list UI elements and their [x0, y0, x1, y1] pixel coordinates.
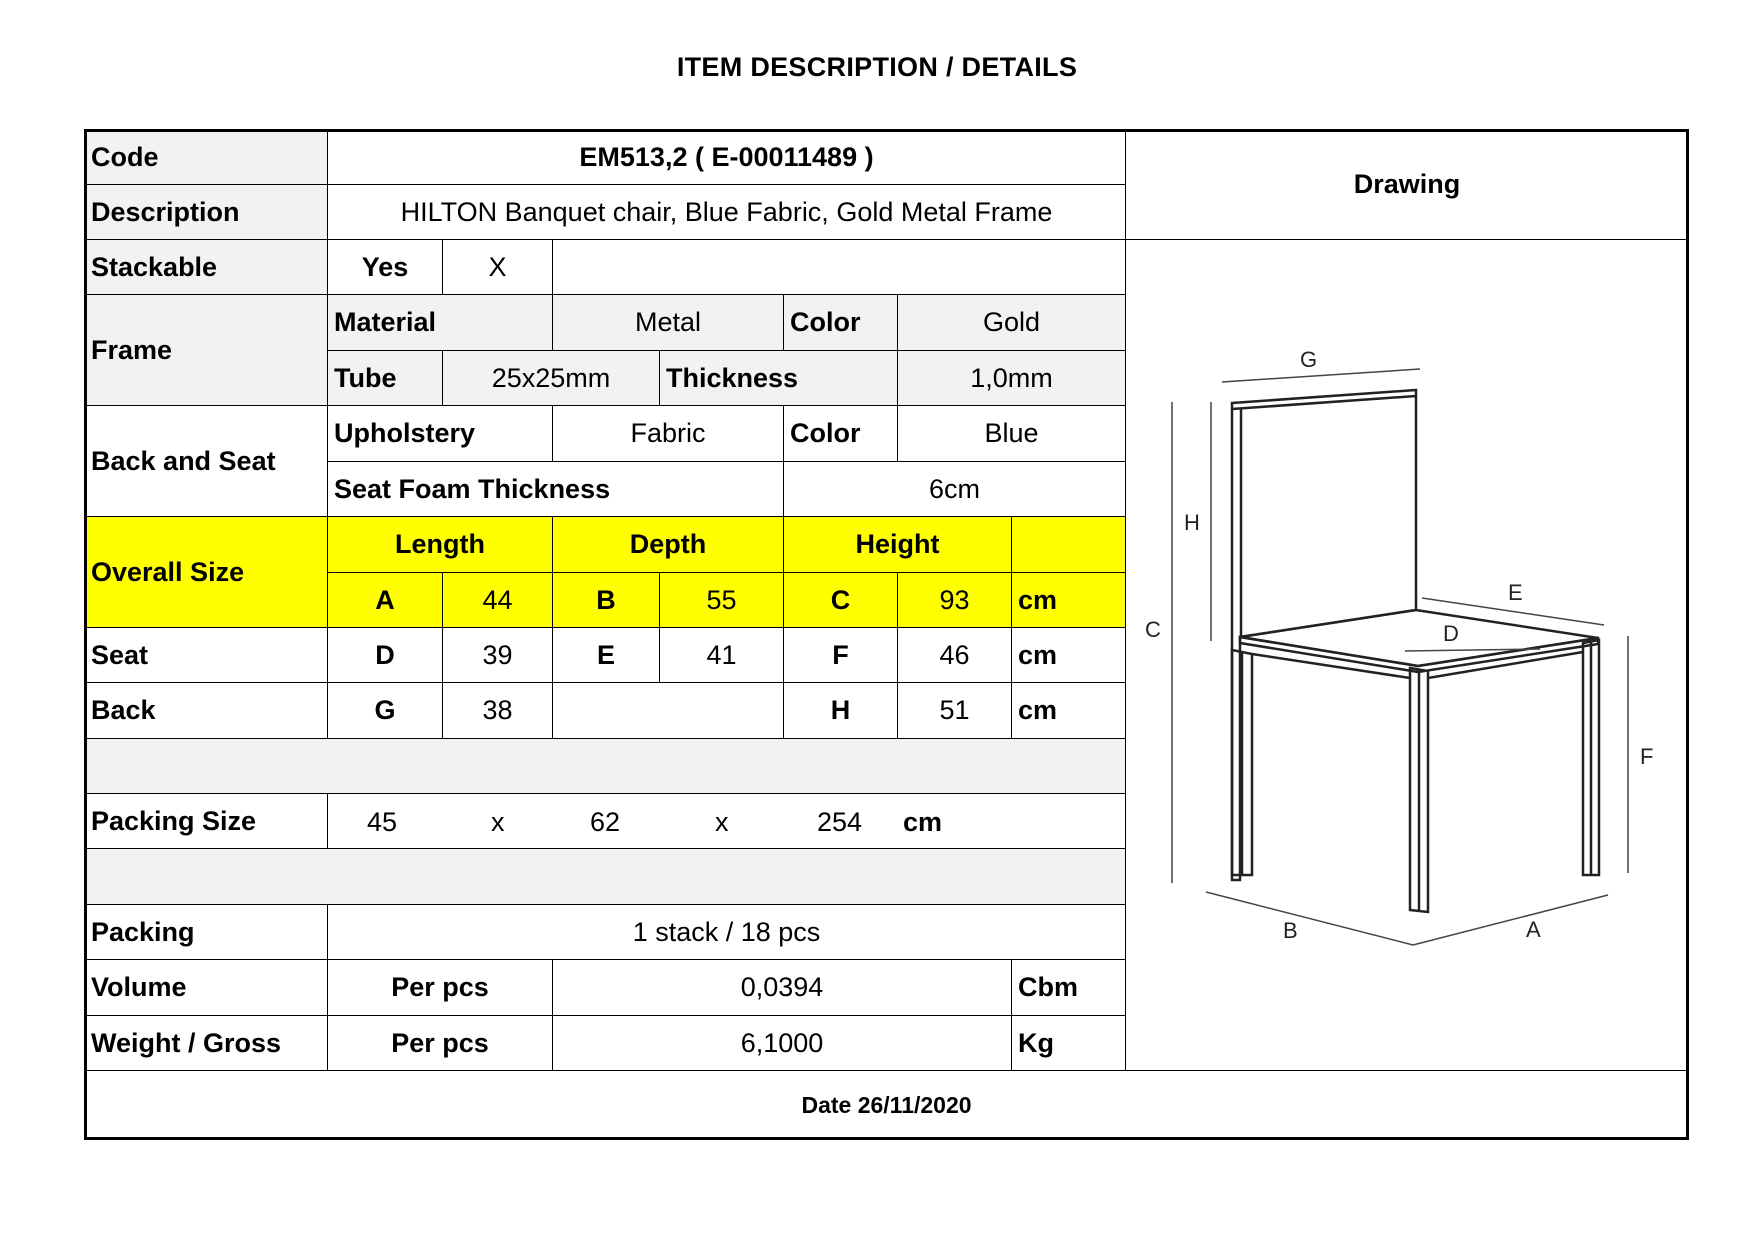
- packing-label: Packing: [84, 904, 328, 960]
- frame-material-label: Material: [327, 294, 553, 351]
- seat-color-label: Color: [783, 405, 898, 462]
- date-footer: Date 26/11/2020: [84, 1070, 1689, 1140]
- weight-label: Weight / Gross: [84, 1015, 328, 1071]
- volume-per: Per pcs: [327, 959, 553, 1016]
- height-header: Height: [783, 516, 1012, 573]
- dim-c-value: 93: [897, 572, 1012, 628]
- back-label: Back: [84, 682, 328, 739]
- dim-e-label: E: [552, 627, 660, 683]
- dim-e-value: 41: [659, 627, 784, 683]
- drawing-label-h: H: [1184, 510, 1200, 535]
- drawing-label-g: G: [1300, 347, 1318, 372]
- dim-f-label: F: [783, 627, 898, 683]
- drawing-label-a: A: [1526, 917, 1541, 942]
- frame-label: Frame: [84, 294, 328, 406]
- spacer-row: [84, 738, 1126, 794]
- packing-size-x2: x: [715, 807, 729, 837]
- drawing-label-e: E: [1508, 580, 1523, 605]
- weight-per: Per pcs: [327, 1015, 553, 1071]
- dim-b-value: 55: [659, 572, 784, 628]
- overall-empty: [1011, 516, 1126, 573]
- packing-size-length: 45: [367, 807, 398, 837]
- packing-size-width: 62: [590, 807, 621, 837]
- back-empty: [552, 682, 784, 739]
- dim-d-label: D: [327, 627, 443, 683]
- frame-tube-value: 25x25mm: [442, 350, 660, 406]
- seat-label: Seat: [84, 627, 328, 683]
- frame-color-label: Color: [783, 294, 898, 351]
- drawing-label-f: F: [1640, 744, 1654, 769]
- frame-tube-label: Tube: [327, 350, 443, 406]
- stackable-yes: Yes: [327, 239, 443, 295]
- overall-unit: cm: [1011, 572, 1126, 628]
- weight-value: 6,1000: [552, 1015, 1012, 1071]
- back-unit: cm: [1011, 682, 1126, 739]
- drawing-header: Drawing: [1125, 129, 1689, 240]
- foam-thickness-label: Seat Foam Thickness: [327, 461, 784, 517]
- frame-color-value: Gold: [897, 294, 1126, 351]
- spacer-row: [84, 848, 1126, 905]
- volume-label: Volume: [84, 959, 328, 1016]
- dim-a-label: A: [327, 572, 443, 628]
- upholstery-label: Upholstery: [327, 405, 553, 462]
- dim-g-label: G: [327, 682, 443, 739]
- dim-b-label: B: [552, 572, 660, 628]
- dim-g-value: 38: [442, 682, 553, 739]
- packing-size-label: Packing Size: [84, 793, 328, 849]
- drawing-label-b: B: [1283, 918, 1298, 943]
- description-value: HILTON Banquet chair, Blue Fabric, Gold Metal Frame: [327, 184, 1126, 240]
- frame-material-value: Metal: [552, 294, 784, 351]
- dim-d-value: 39: [442, 627, 553, 683]
- depth-header: Depth: [552, 516, 784, 573]
- stackable-mark: X: [442, 239, 553, 295]
- frame-thickness-label: Thickness: [659, 350, 898, 406]
- volume-unit: Cbm: [1011, 959, 1126, 1016]
- stackable-label: Stackable: [84, 239, 328, 295]
- seat-unit: cm: [1011, 627, 1126, 683]
- packing-value: 1 stack / 18 pcs: [327, 904, 1126, 960]
- drawing-label-c: C: [1145, 617, 1161, 642]
- upholstery-value: Fabric: [552, 405, 784, 462]
- length-header: Length: [327, 516, 553, 573]
- weight-unit: Kg: [1011, 1015, 1126, 1071]
- packing-size-x1: x: [491, 807, 505, 837]
- dim-a-value: 44: [442, 572, 553, 628]
- drawing-label-d: D: [1443, 621, 1459, 646]
- packing-size-height: 254: [817, 807, 863, 837]
- back-seat-label: Back and Seat: [84, 405, 328, 517]
- volume-value: 0,0394: [552, 959, 1012, 1016]
- code-value: EM513,2 ( E-00011489 ): [327, 129, 1126, 185]
- dim-h-value: 51: [897, 682, 1012, 739]
- stackable-empty: [552, 239, 1126, 295]
- dim-f-value: 46: [897, 627, 1012, 683]
- seat-color-value: Blue: [897, 405, 1126, 462]
- frame-thickness-value: 1,0mm: [897, 350, 1126, 406]
- chair-drawing: [1125, 239, 1689, 1071]
- packing-size-unit: cm: [903, 807, 943, 837]
- description-label: Description: [84, 184, 328, 240]
- dim-h-label: H: [783, 682, 898, 739]
- code-label: Code: [84, 129, 328, 185]
- overall-size-label: Overall Size: [84, 516, 328, 628]
- dim-c-label: C: [783, 572, 898, 628]
- page-title: ITEM DESCRIPTION / DETAILS: [676, 52, 1078, 82]
- foam-thickness-value: 6cm: [783, 461, 1126, 517]
